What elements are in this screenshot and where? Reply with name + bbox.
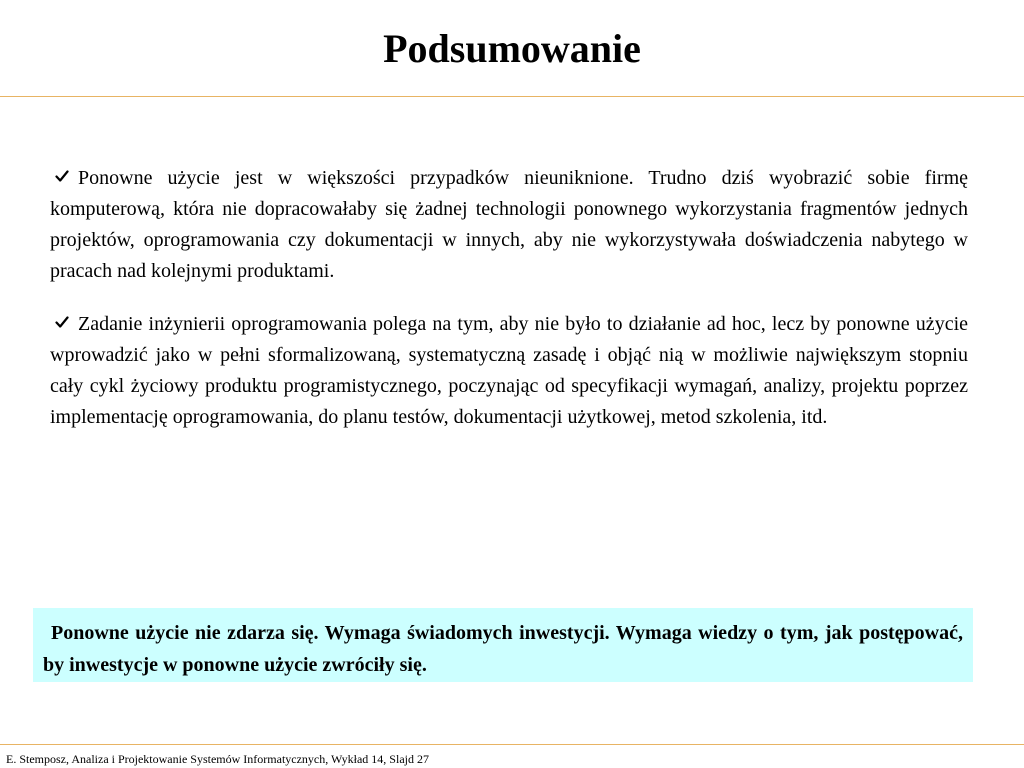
summary-text: Ponowne użycie nie zdarza się. Wymaga świadomych inwestycji. Wymaga wiedzy o tym, jak postępować, by inwestycje w ponowne użycie zwróciły się. xyxy=(43,622,963,676)
bullet-item xyxy=(50,309,968,433)
slide-title: Podsumowanie xyxy=(383,26,641,71)
check-icon xyxy=(55,315,69,329)
footer-divider xyxy=(0,744,1024,745)
title-divider xyxy=(0,96,1024,97)
check-icon xyxy=(55,169,69,183)
summary-box xyxy=(33,608,973,682)
bullet-item xyxy=(50,163,968,287)
bullet-list xyxy=(50,163,968,455)
footer-text: E. Stemposz, Analiza i Projektowanie Systemów Informatycznych, Wykład 14, Slajd 27 xyxy=(6,752,429,766)
bullet-text: Zadanie inżynierii oprogramowania polega na tym, aby nie było to działanie ad hoc, lecz by ponowne użycie wprowadzić jako w pełni sformalizowaną, systematyczną zasadę i objąć nią w możliwie największym stopniu cały cykl życiowy produktu programistycznego, poczynając od specyfikacji wymagań, analizy, projektu poprzez implementację oprogramowania, do planu testów, dokumentacji użytkowej, metod szkolenia, itd. xyxy=(50,313,968,428)
bullet-text: Ponowne użycie jest w większości przypadków nieuniknione. Trudno dziś wyobrazić sobie firmę komputerową, która nie dopracowałaby się żadnej technologii ponownego wykorzystania fragmentów jednych projektów, oprogramowania czy dokumentacji w innych, aby nie wykorzystywała doświadczenia nabytego w pracach nad kolejnymi produktami. xyxy=(50,167,968,282)
